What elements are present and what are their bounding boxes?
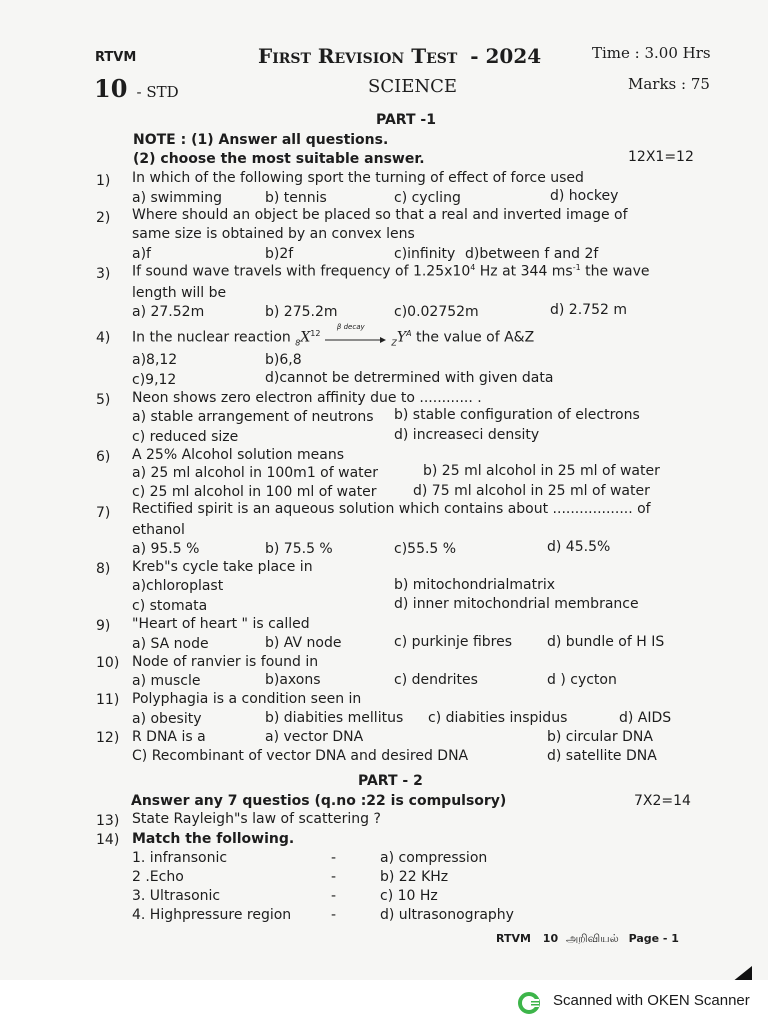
- q5-option-b: b) stable configuration of electrons: [394, 407, 640, 423]
- page-footer: [496, 932, 679, 947]
- q3-option-a: a) 27.52m: [132, 304, 205, 320]
- q1-option-c: c) cycling: [394, 190, 461, 206]
- q8-option-b: b) mitochondrialmatrix: [394, 577, 556, 593]
- q9-option-c: c) purkinje fibres: [394, 634, 513, 650]
- footer-school: RTVM: [496, 932, 531, 945]
- q1-number: 1): [96, 173, 111, 189]
- q3-line1-part-a: If sound wave travels with frequency of 1.25x10: [132, 263, 471, 280]
- q3-option-d: d) 2.752 m: [550, 302, 627, 318]
- q10-option-d: d ) cycton: [547, 672, 617, 688]
- q5-option-d: d) increaseci density: [394, 427, 540, 443]
- q4-sub-z: Z: [391, 338, 397, 348]
- q7-line2: ethanol: [132, 522, 185, 538]
- q10-option-c: c) dendrites: [394, 672, 478, 688]
- q5-text: Neon shows zero electron affinity due to ............ .: [132, 390, 482, 406]
- part2-instruction: Answer any 7 questios (q.no :22 is compulsory): [131, 793, 507, 809]
- q7-option-c: c)55.5 %: [394, 541, 457, 557]
- match-left-item: 3. Ultrasonic: [132, 888, 221, 904]
- subject-title: SCIENCE: [368, 76, 458, 97]
- q3-line1-part-b: Hz at 344 ms: [475, 263, 573, 280]
- scanner-watermark-text: Scanned with OKEN Scanner: [553, 992, 750, 1009]
- q3-line1: [132, 263, 650, 280]
- q6-text: A 25% Alcohol solution means: [132, 447, 344, 463]
- match-left-item: 4. Highpressure region: [132, 907, 292, 923]
- q10-text: Node of ranvier is found in: [132, 654, 319, 670]
- q7-option-a: a) 95.5 %: [132, 541, 200, 557]
- exam-title-text: First Revision Test: [258, 44, 458, 68]
- match-right-item: a) compression: [380, 850, 488, 866]
- q2-line1: Where should an object be placed so that a real and inverted image of: [132, 207, 628, 223]
- q5-number: 5): [96, 392, 111, 408]
- q3-sup-4: 4: [470, 263, 476, 272]
- part1-note1: NOTE : (1) Answer all questions.: [133, 132, 389, 148]
- q10-number: 10): [96, 655, 120, 671]
- q12-option-a: a) vector DNA: [265, 729, 364, 745]
- q8-option-a: a)chloroplast: [132, 578, 224, 594]
- q4-option-b: b)6,8: [265, 352, 302, 368]
- q8-text: Kreb"s cycle take place in: [132, 559, 313, 575]
- part1-note2: (2) choose the most suitable answer.: [133, 151, 425, 167]
- match-dash: -: [331, 850, 337, 866]
- school-code: RTVM: [95, 50, 137, 65]
- q1-text: In which of the following sport the turning of effect of force used: [132, 170, 584, 186]
- q8-option-c: c) stomata: [132, 598, 208, 614]
- q4-text-part-b: the value of A&Z: [411, 329, 535, 346]
- q2-number: 2): [96, 210, 111, 226]
- part1-marks: 12X1=12: [628, 149, 694, 165]
- q4-option-c: c)9,12: [132, 372, 177, 388]
- exam-title: [258, 44, 541, 68]
- match-dash: -: [331, 888, 337, 904]
- match-dash: -: [331, 869, 337, 885]
- q2-option-c: c)infinity: [394, 246, 456, 262]
- footer-subject-tamil: அறிவியல்: [565, 932, 619, 945]
- q9-option-b: b) AV node: [265, 635, 342, 651]
- q7-line1: Rectified spirit is an aqueous solution which contains about .................. of: [132, 501, 651, 517]
- q2-option-d: d)between f and 2f: [465, 246, 599, 262]
- total-marks: Marks : 75: [628, 75, 710, 93]
- q4-symbol-x: X: [300, 329, 311, 346]
- q12-option-b: b) circular DNA: [547, 729, 653, 745]
- q4-sup-12: 12: [310, 329, 321, 338]
- q4-sup-a: A: [406, 329, 412, 338]
- q4-text-part-a: In the nuclear reaction: [132, 329, 296, 346]
- q4-sub-8: 8: [295, 338, 301, 348]
- standard-label: - STD: [136, 83, 179, 101]
- q14-number: 14): [96, 832, 120, 848]
- q3-sup-minus1: -1: [572, 263, 581, 272]
- q12-option-d: d) satellite DNA: [547, 748, 657, 764]
- q8-number: 8): [96, 561, 111, 577]
- q1-option-b: b) tennis: [265, 190, 327, 206]
- q1-option-d: d) hockey: [550, 188, 619, 204]
- q10-option-a: a) muscle: [132, 673, 201, 689]
- exam-year: - 2024: [470, 44, 542, 68]
- oken-scanner-logo-icon: [518, 992, 540, 1014]
- standard: [94, 74, 179, 103]
- q13-number: 13): [96, 813, 120, 829]
- q2-line2: same size is obtained by an convex lens: [132, 226, 415, 242]
- footer-page-number: Page - 1: [628, 932, 679, 945]
- q11-option-d: d) AIDS: [619, 710, 672, 726]
- match-right-item: d) ultrasonography: [380, 907, 514, 923]
- match-right-item: c) 10 Hz: [380, 888, 438, 904]
- match-right-item: b) 22 KHz: [380, 869, 449, 885]
- q3-line1-part-c: the wave: [580, 263, 650, 280]
- q4-option-a: a)8,12: [132, 352, 178, 368]
- q12-option-c: C) Recombinant of vector DNA and desired DNA: [132, 748, 469, 764]
- q6-number: 6): [96, 449, 111, 465]
- q7-option-d: d) 45.5%: [547, 539, 611, 555]
- match-dash: -: [331, 907, 337, 923]
- q12-number: 12): [96, 730, 120, 746]
- q3-line2: length will be: [132, 285, 227, 301]
- q7-number: 7): [96, 505, 111, 521]
- q4-reaction-arrow: [325, 322, 387, 344]
- q6-option-b: b) 25 ml alcohol in 25 ml of water: [423, 463, 660, 479]
- part2-heading: PART - 2: [358, 773, 423, 789]
- q4-text: [132, 322, 535, 348]
- q12-text: R DNA is a: [132, 729, 206, 745]
- q11-option-b: b) diabities mellitus: [265, 710, 404, 726]
- q9-option-a: a) SA node: [132, 636, 209, 652]
- q11-option-a: a) obesity: [132, 711, 202, 727]
- q9-option-d: d) bundle of H IS: [547, 634, 665, 650]
- right-arrow-icon: [325, 335, 387, 345]
- q3-number: 3): [96, 266, 111, 282]
- q5-option-c: c) reduced size: [132, 429, 239, 445]
- q14-text: Match the following.: [132, 831, 295, 847]
- q2-option-a: a)f: [132, 246, 151, 262]
- q6-option-c: c) 25 ml alcohol in 100 ml of water: [132, 484, 377, 500]
- q3-option-c: c)0.02752m: [394, 304, 479, 320]
- exam-time: Time : 3.00 Hrs: [592, 44, 711, 62]
- q4-option-d: d)cannot be detrermined with given data: [265, 370, 554, 386]
- q9-text: "Heart of heart " is called: [132, 616, 310, 632]
- q8-option-d: d) inner mitochondrial membrance: [394, 596, 639, 612]
- page-corner-mark: [732, 962, 762, 982]
- q4-symbol-y: Y: [396, 329, 407, 346]
- standard-number: 10: [94, 74, 128, 103]
- q6-option-a: a) 25 ml alcohol in 100m1 of water: [132, 465, 379, 481]
- match-left-item: 2 .Echo: [132, 869, 184, 885]
- q11-text: Polyphagia is a condition seen in: [132, 691, 362, 707]
- q2-option-b: b)2f: [265, 246, 294, 262]
- q11-number: 11): [96, 692, 120, 708]
- footer-std: 10: [542, 932, 559, 945]
- q1-option-a: a) swimming: [132, 190, 223, 206]
- q11-option-c: c) diabities inspidus: [428, 710, 568, 726]
- part1-heading: PART -1: [376, 112, 436, 128]
- q3-option-b: b) 275.2m: [265, 304, 338, 320]
- q5-option-a: a) stable arrangement of neutrons: [132, 409, 374, 425]
- q13-text: State Rayleigh"s law of scattering ?: [132, 811, 381, 827]
- q7-option-b: b) 75.5 %: [265, 541, 333, 557]
- q9-number: 9): [96, 618, 111, 634]
- match-left-item: 1. infransonic: [132, 850, 228, 866]
- part2-marks: 7X2=14: [634, 793, 691, 809]
- q10-option-b: b)axons: [265, 672, 321, 688]
- q4-number: 4): [96, 330, 111, 346]
- q4-arrow-label: β decay: [336, 322, 365, 331]
- q6-option-d: d) 75 ml alcohol in 25 ml of water: [413, 483, 650, 499]
